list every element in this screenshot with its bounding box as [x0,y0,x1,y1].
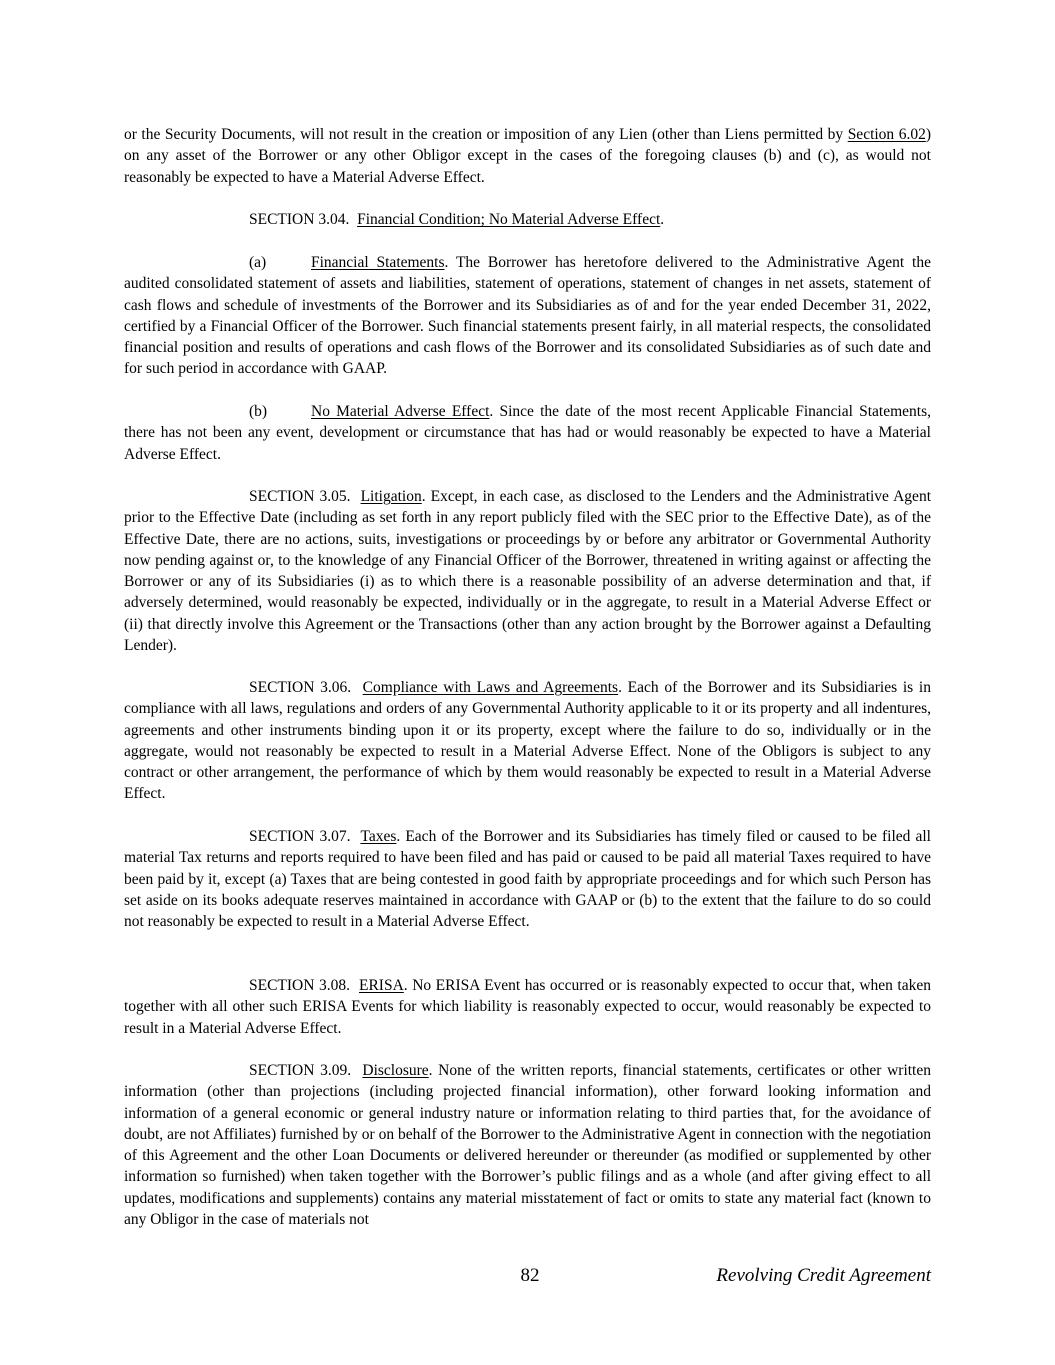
section-number: SECTION 3.06. [249,679,352,696]
section-title: Compliance with Laws and Agreements [362,679,619,696]
section-text: . Except, in each case, as disclosed to the Lenders and the Administrative Agent prior to the Effective Date (including as set forth in any report publicly filed with the SEC prior to the Effective Date), as of the Effective Date, there are no actions, suits, investigations or proceedings by or before any arbitrator or Governmental Authority now pending against or, to the knowledge of any Financial Officer of the Borrower, threatened in writing against or affecting the Borrower or any of its Subsidiaries (i) as to which there is a reasonable possibility of an adverse determination and that, if adversely determined, would reasonably be expected, individually or in the aggregate, to result in a Material Adverse Effect or (ii) that directly involve this Agreement or the Transactions (other than any action brought by the Borrower against a Defaulting Lender). [124,488,931,655]
intro-text-a: or the Security Documents, will not result in the creation or imposition of any Lien (other than Liens permitted by [124,126,848,143]
section-text: . Each of the Borrower and its Subsidiaries has timely filed or caused to be filed all material Tax returns and reports required to have been filed and has paid or caused to be paid all material Taxes required to have been paid by it, except (a) Taxes that are being contested in good faith by appropriate proceedings and for which such Person has set aside on its books adequate reserves maintained in accordance with GAAP or (b) to the extent that the failure to do so could not reasonably be expected to result in a Material Adverse Effect. [124,828,931,931]
clause-label: (b) [249,403,268,420]
section-3-06-paragraph [124,677,931,805]
section-3-04-a-paragraph [124,252,931,380]
document-title-footer: Revolving Credit Agreement [716,1265,931,1286]
section-number: SECTION 3.05. [249,488,351,505]
section-3-04-b-paragraph [124,401,931,465]
clause-title: No Material Adverse Effect [311,403,490,420]
section-reference-link: Section 6.02 [847,126,926,143]
intro-text-b: ) on any asset of the Borrower or any other Obligor except in the cases of the foregoing clauses (b) and (c), as would not reasonably be expected to have a Material Adverse Effect. [124,126,932,186]
section-number: SECTION 3.09. [249,1062,352,1079]
section-title: ERISA [359,977,404,994]
section-text: . No ERISA Event has occurred or is reasonably expected to occur that, when taken together with all other such ERISA Events for which liability is reasonably expected to occur, would reasonably be expected to result in a Material Adverse Effect. [124,977,931,1037]
section-3-04-heading: SECTION 3.04. Financial Condition; No Material Adverse Effect. [249,211,665,228]
page-number: 82 [520,1265,540,1286]
intro-paragraph [124,124,931,188]
clause-title: Financial Statements [311,254,445,271]
section-3-09-paragraph [124,1060,931,1230]
section-title: Litigation [360,488,422,505]
section-number: SECTION 3.07. [249,828,351,845]
section-3-05-paragraph [124,486,931,656]
section-text: . Each of the Borrower and its Subsidiaries is in compliance with all laws, regulations and orders of any Governmental Authority applicable to it or its property and all indentures, agreements and other instruments binding upon it or its property, except where the failure to do so, individually or in the aggregate, would not reasonably be expected to result in a Material Adverse Effect. None of the Obligors is subject to any contract or other arrangement, the performance of which by them would reasonably be expected to result in a Material Adverse Effect. [124,679,931,803]
clause-text: . Since the date of the most recent Applicable Financial Statements, there has not been any event, development or circumstance that has had or would reasonably be expected to have a Material Adverse Effect. [124,403,931,463]
clause-text: . The Borrower has heretofore delivered to the Administrative Agent the audited consolidated statement of assets and liabilities, statement of operations, statement of changes in net assets, statement of cash flows and schedule of investments of the Borrower and its Subsidiaries as of and for the year ended December 31, 2022, certified by a Financial Officer of the Borrower. Such financial statements present fairly, in all material respects, the consolidated financial position and results of operations and cash flows of the Borrower and its consolidated Subsidiaries as of such date and for such period in accordance with GAAP. [124,254,931,378]
section-number: SECTION 3.08. [249,977,350,994]
section-title: Financial Condition; No Material Adverse Effect [357,211,661,228]
section-number: SECTION 3.04. [249,211,350,228]
clause-label: (a) [249,254,267,271]
section-3-07-paragraph [124,826,931,932]
section-title: Taxes [360,828,397,845]
section-title: Disclosure [362,1062,429,1079]
section-text: . None of the written reports, financial statements, certificates or other written information (other than projections (including projected financial information), other forward looking information and information of a general economic or general industry nature or information relating to third parties that, for the avoidance of doubt, are not Affiliates) furnished by or on behalf of the Borrower to the Administrative Agent in connection with the negotiation of this Agreement and the other Loan Documents or delivered hereunder or thereunder (as modified or supplemented by other information so furnished) when taken together with the Borrower’s public filings and as a whole (and after giving effect to all updates, modifications and supplements) contains any material misstatement of fact or omits to state any material fact (known to any Obligor in the case of materials not [124,1062,931,1229]
section-3-08-paragraph [124,975,931,1039]
